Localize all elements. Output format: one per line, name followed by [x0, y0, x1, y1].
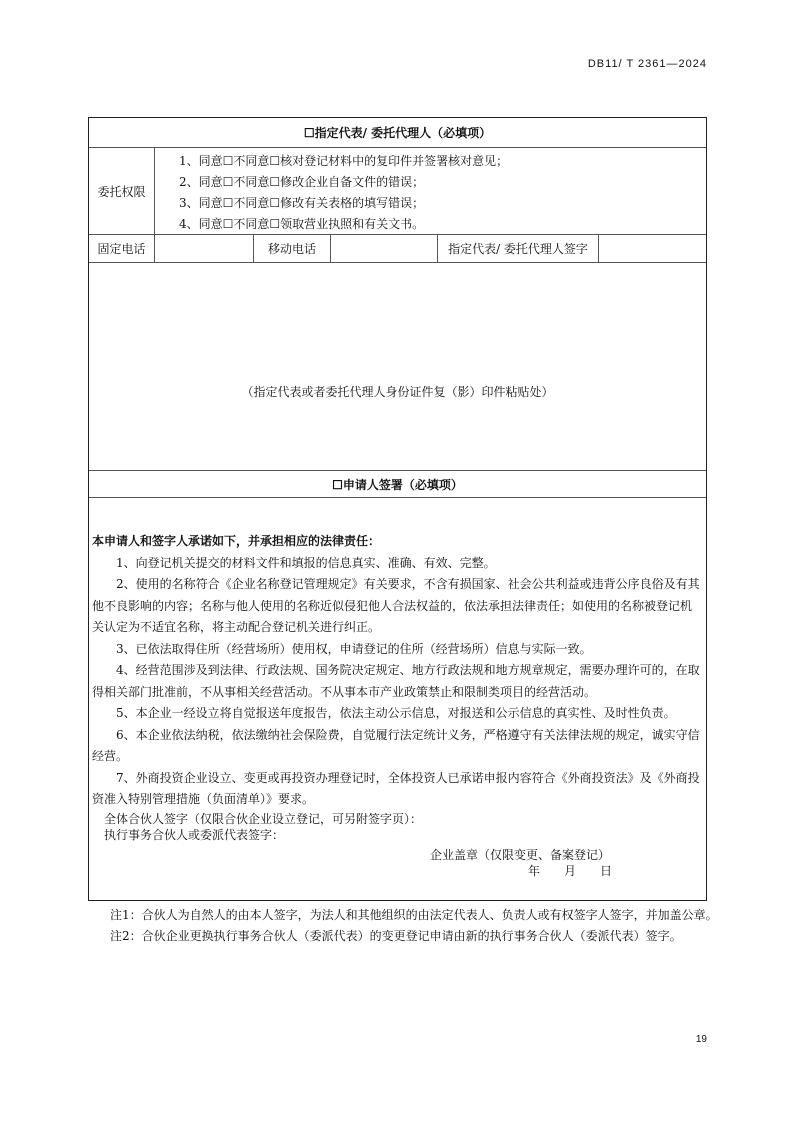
contact-row: [89, 235, 706, 263]
commitment-item: 5、本企业一经设立将自觉报送年度报告，依法主动公示信息，对报送和公示信息的真实性、及时性负责。: [116, 706, 676, 720]
agent-section-title: ☐指定代表/ 委托代理人（必填项）: [89, 118, 706, 148]
page-number: 19: [695, 1034, 707, 1045]
commitment-item: 4、经营范围涉及到法律、行政法规、国务院决定规定、地方行政法规和地方规章规定，需要办理许可的，在取得相关部门批准前，不从事相关经营活动。不从事本市产业政策禁止和限制类项目的经营活动。: [92, 663, 700, 699]
commitment-item: 7、外商投资企业设立、变更或再投资办理登记时，全体投资人已承诺申报内容符合《外商投资法》及《外商投资准入特别管理措施（负面清单）》要求。: [92, 770, 700, 806]
authority-item[interactable]: 2、同意☐不同意☐修改企业自备文件的错误；: [179, 175, 425, 189]
mobile-label: 移动电话: [254, 235, 331, 262]
signing-date: 年 月 日: [528, 863, 613, 878]
landline-label: 固定电话: [89, 235, 155, 262]
commitment-heading: 本申请人和签字人承诺如下，并承担相应的法律责任：: [92, 534, 381, 548]
authority-item[interactable]: 4、同意☐不同意☐领取营业执照和有关文书。: [179, 217, 425, 231]
mobile-field[interactable]: [331, 235, 438, 262]
authority-label: 委托权限: [89, 148, 155, 234]
commitment-body: [89, 498, 706, 879]
application-form-table: [88, 117, 707, 901]
commitment-item: 3、已依法取得住所（经营场所）使用权，申请登记的住所（经营场所）信息与实际一致。: [116, 641, 592, 656]
applicant-section-title: ☐申请人签署（必填项）: [89, 471, 706, 498]
authority-item[interactable]: 1、同意☐不同意☐核对登记材料中的复印件并签署核对意见；: [179, 154, 509, 168]
signature-label: 指定代表/ 委托代理人签字: [438, 235, 599, 262]
commitment-item: 1、向登记机关提交的材料文件和填报的信息真实、准确、有效、完整。: [116, 555, 496, 570]
authority-row: [89, 148, 706, 235]
landline-field[interactable]: [155, 235, 254, 262]
executive-partner-signature[interactable]: 执行事务合伙人或委派代表签字：: [104, 827, 285, 842]
standard-code: DB11/ T 2361—2024: [587, 58, 707, 70]
notes: [110, 905, 718, 947]
commitment-item: 2、使用的名称符合《企业名称登记管理规定》有关要求，不含有损国家、社会公共利益或违背公序良俗及有其他不良影响的内容；名称与他人使用的名称近似侵犯他人合法权益的，依法承担法律责任；如使用的名称被登记机关认定为不适宜名称，将主动配合登记机关进行纠正。: [92, 577, 700, 634]
authority-item[interactable]: 3、同意☐不同意☐修改有关表格的填写错误；: [179, 196, 425, 210]
note: 注1：合伙人为自然人的由本人签字，为法人和其他组织的由法定代表人、负责人或有权签字人签字，并加盖公章。: [110, 908, 718, 922]
note: 注2：合伙企业更换执行事务合伙人（委派代表）的变更登记申请由新的执行事务合伙人（委派代表）签字。: [110, 929, 682, 943]
commitment-item: 6、本企业依法纳税，依法缴纳社会保险费，自觉履行法定统计义务，严格遵守有关法律法规的规定，诚实守信经营。: [92, 727, 700, 763]
id-paste-area: （指定代表或者委托代理人身份证件复（影）印件粘贴处）: [89, 263, 706, 471]
all-partners-signature[interactable]: 全体合伙人签字（仅限合伙企业设立登记，可另附签字页）：: [104, 811, 423, 826]
company-seal: 企业盖章（仅限变更、备案登记）: [430, 847, 611, 862]
signature-field[interactable]: [599, 235, 706, 262]
